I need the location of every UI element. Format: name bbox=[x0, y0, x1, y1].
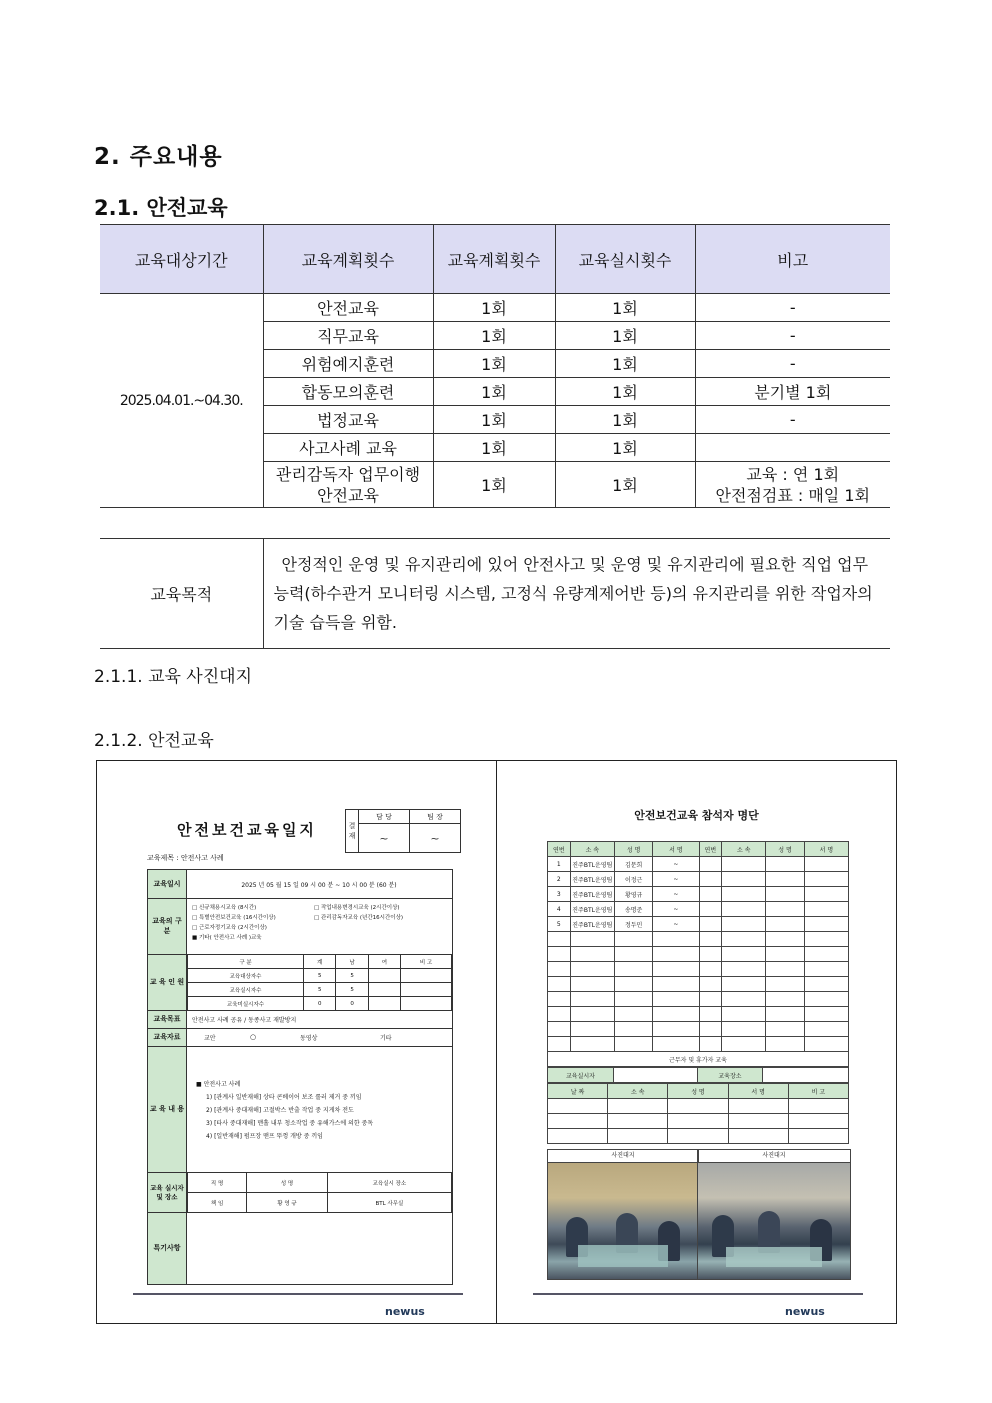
row-label: 교 육 내 용 bbox=[149, 1105, 185, 1113]
table-cell: 1회 bbox=[555, 434, 695, 462]
roster-section: 근무자 및 휴가자 교육 bbox=[548, 1052, 849, 1067]
roster-label: 교육장소 bbox=[697, 1068, 763, 1083]
roster-label: 교육실시자 bbox=[548, 1068, 614, 1083]
kind-list bbox=[192, 903, 276, 943]
content-line: 4) [일반재해] 펌프장 맨프 뚜껑 개방 중 끼임 bbox=[206, 1133, 323, 1140]
people-header: 계 bbox=[304, 955, 336, 969]
roster-header: 연번 bbox=[699, 842, 722, 857]
roster-header: 서 명 bbox=[804, 842, 848, 857]
roster-cell: 진주BTL운영팀 bbox=[570, 902, 614, 917]
table-cell bbox=[263, 462, 433, 508]
kind-item: □ 관리감독자교육 (년간16시간이상) bbox=[314, 915, 404, 921]
roster-cell: 진주BTL운영팀 bbox=[570, 857, 614, 872]
roster-cell: 2 bbox=[548, 872, 571, 887]
signature-icon: ~ bbox=[410, 824, 461, 853]
footer-rule bbox=[533, 1293, 863, 1295]
col-header: 교육계획횟수 bbox=[263, 225, 433, 294]
people-cell: 0 bbox=[336, 997, 368, 1011]
roster-header: 소 속 bbox=[608, 1084, 668, 1099]
col-header: 교육실시횟수 bbox=[555, 225, 695, 294]
roster-cell: 김문희 bbox=[614, 857, 652, 872]
people-cell: 5 bbox=[336, 983, 368, 997]
goal-value: 안전사고 사례 공유 / 동종사고 재발방지 bbox=[192, 1016, 297, 1024]
roster-header: 서 명 bbox=[728, 1084, 788, 1099]
row-label: 교육일시 bbox=[153, 880, 181, 888]
people-header: 여 bbox=[368, 955, 400, 969]
classroom-photo bbox=[547, 1162, 699, 1280]
instructor-header: 성 명 bbox=[247, 1173, 328, 1193]
kind-item: □ 특별안전보건교육 (16시간이상) bbox=[192, 915, 276, 921]
table-cell: 1회 bbox=[433, 322, 555, 350]
roster-table bbox=[547, 841, 849, 1067]
cell-line: 안전점검표 : 매일 1회 bbox=[715, 485, 870, 505]
photo-label: 사진대지 bbox=[697, 1149, 851, 1163]
signature-icon: ~ bbox=[653, 872, 699, 887]
table-cell: 1회 bbox=[433, 434, 555, 462]
roster-cell: 이정근 bbox=[614, 872, 652, 887]
content-line: 3) [타사 중대재해] 맨홀 내부 청소작업 중 유해가스에 의한 중독 bbox=[206, 1120, 374, 1127]
education-plan-table bbox=[100, 224, 890, 508]
attendee-roster-photo bbox=[497, 761, 896, 1323]
table-cell: 1회 bbox=[433, 462, 555, 508]
roster-cell: 진주BTL운영팀 bbox=[570, 872, 614, 887]
material-item: 동영상 bbox=[300, 1034, 318, 1042]
roster-cell: 1 bbox=[548, 857, 571, 872]
instructor-header: 직 명 bbox=[188, 1173, 247, 1193]
roster-title: 안전보건교육 참석자 명단 bbox=[634, 809, 759, 822]
roster-header: 날 짜 bbox=[548, 1084, 608, 1099]
col-header: 비고 bbox=[695, 225, 890, 294]
roster-cell: 송명준 bbox=[614, 902, 652, 917]
roster-cell: 5 bbox=[548, 917, 571, 932]
cell-line: 안전교육 bbox=[317, 485, 379, 505]
roster-cell: 4 bbox=[548, 902, 571, 917]
kind-item: □ 신규채용시교육 (8시간) bbox=[192, 905, 257, 911]
classroom-photo bbox=[697, 1162, 851, 1280]
company-logo: newus bbox=[385, 1305, 425, 1318]
company-logo: newus bbox=[785, 1305, 825, 1318]
education-log-photo bbox=[97, 761, 496, 1323]
table-cell: - bbox=[695, 294, 890, 322]
instructor-header: 교육실시 장소 bbox=[327, 1173, 451, 1193]
signature-icon: ~ bbox=[653, 917, 699, 932]
table-cell: 법정교육 bbox=[263, 406, 433, 434]
row-label: 교육자료 bbox=[153, 1033, 181, 1041]
purpose-label: 교육목적 bbox=[100, 539, 263, 649]
log-subject: 교육제목 : 안전사고 사례 bbox=[147, 854, 224, 862]
people-header: 비 고 bbox=[401, 955, 452, 969]
period-cell: 2025.04.01.~04.30. bbox=[100, 294, 263, 508]
material-item: ○ bbox=[250, 1033, 257, 1041]
table-cell: 안전교육 bbox=[263, 294, 433, 322]
table-cell: 1회 bbox=[433, 350, 555, 378]
roster-cell: 진주BTL운영팀 bbox=[570, 887, 614, 902]
table-cell: 1회 bbox=[555, 350, 695, 378]
row-label: 교육의 구 분 bbox=[152, 917, 182, 935]
people-header: 남 bbox=[336, 955, 368, 969]
photo-label: 사진대지 bbox=[547, 1149, 699, 1163]
table-cell: 1회 bbox=[555, 378, 695, 406]
content-line: 1) [관계사 일반재해] 상타 콘베이어 보조 롤러 제거 중 끼임 bbox=[206, 1094, 362, 1101]
signature-icon: ~ bbox=[359, 824, 410, 853]
subsection-heading: 2.1. 안전교육 bbox=[94, 196, 228, 220]
cell-line: 교육 : 연 1회 bbox=[746, 464, 840, 484]
content-line: 2) [관계사 중대재해] 고절박스 반출 작업 중 지게차 전도 bbox=[206, 1107, 354, 1114]
roster-sub-table bbox=[547, 1083, 849, 1144]
instructor-table bbox=[187, 1172, 452, 1213]
roster-cell: 3 bbox=[548, 887, 571, 902]
people-cell: 5 bbox=[336, 969, 368, 983]
material-item: 교안 bbox=[204, 1034, 216, 1042]
table-cell bbox=[695, 462, 890, 508]
table-cell: - bbox=[695, 406, 890, 434]
purpose-text: 안정적인 운영 및 유지관리에 있어 안전사고 및 운영 및 유지관리에 필요한 직업 업무 능력(하수관거 모니터링 시스템, 고정식 유량계제어반 등)의 유지관리를 위한 작업자의 기술 습득을 위함. bbox=[263, 539, 890, 649]
table-cell: 사고사례 교육 bbox=[263, 434, 433, 462]
people-cell: 5 bbox=[304, 983, 336, 997]
people-cell: 교육미실시자수 bbox=[188, 997, 304, 1011]
kind-item: ■ 기타( 안전사고 사례 )교육 bbox=[192, 935, 262, 941]
people-cell: 교육실시자수 bbox=[188, 983, 304, 997]
instructor-cell: 황 영 규 bbox=[247, 1193, 328, 1213]
table-cell: 분기별 1회 bbox=[695, 378, 890, 406]
table-cell: - bbox=[695, 350, 890, 378]
kind-list bbox=[314, 903, 403, 923]
footer-rule bbox=[133, 1293, 463, 1295]
signature-icon: ~ bbox=[653, 902, 699, 917]
approval-label: 담 당 bbox=[359, 810, 410, 824]
roster-cell: 정두민 bbox=[614, 917, 652, 932]
people-table bbox=[187, 954, 452, 1011]
signature-icon: ~ bbox=[653, 857, 699, 872]
row-label: 특기사항 bbox=[153, 1244, 181, 1252]
table-cell bbox=[695, 434, 890, 462]
content-line: ■ 안전사고 사례 bbox=[196, 1081, 241, 1088]
approval-label: 결재 bbox=[346, 810, 359, 853]
table-icon bbox=[726, 1247, 822, 1267]
people-cell: 0 bbox=[304, 997, 336, 1011]
roster-cell: 진주BTL운영팀 bbox=[570, 917, 614, 932]
roster-header: 서 명 bbox=[653, 842, 699, 857]
table-cell: 직무교육 bbox=[263, 322, 433, 350]
kind-item: □ 작업내용변경시교육 (2시간이상) bbox=[314, 905, 400, 911]
people-cell: 5 bbox=[304, 969, 336, 983]
approval-label: 팀 장 bbox=[410, 810, 461, 824]
log-title: 안전보건교육일지 bbox=[177, 821, 317, 839]
row-label: 교육목표 bbox=[153, 1015, 181, 1023]
roster-header: 비 고 bbox=[788, 1084, 848, 1099]
table-cell: 1회 bbox=[433, 294, 555, 322]
table-cell: 1회 bbox=[433, 406, 555, 434]
people-header: 구 분 bbox=[188, 955, 304, 969]
col-header: 교육대상기간 bbox=[100, 225, 263, 294]
cell-line: 관리감독자 업무이행 bbox=[275, 464, 421, 484]
roster-cell: 황영규 bbox=[614, 887, 652, 902]
table-icon bbox=[578, 1245, 668, 1267]
date-value: 2025 년 05 월 15 일 09 시 00 분 ~ 10 시 00 분 (60 분) bbox=[241, 881, 397, 889]
table-cell: 1회 bbox=[433, 378, 555, 406]
roster-lower-table bbox=[547, 1067, 849, 1083]
section-heading: 2. 주요내용 bbox=[94, 144, 223, 170]
table-cell: 합동모의훈련 bbox=[263, 378, 433, 406]
table-cell: 1회 bbox=[555, 462, 695, 508]
kind-item: □ 근로자정기교육 (2시간이상) bbox=[192, 925, 267, 931]
table-cell: 1회 bbox=[555, 294, 695, 322]
table-cell: 위험예지훈련 bbox=[263, 350, 433, 378]
material-item: 기타 bbox=[380, 1034, 392, 1042]
education-purpose-table bbox=[100, 538, 890, 649]
row-label: 교육 실시자 및 장소 bbox=[150, 1184, 184, 1201]
roster-header: 소 속 bbox=[722, 842, 766, 857]
roster-header: 성 명 bbox=[614, 842, 652, 857]
row-label: 교 육 인 원 bbox=[149, 978, 185, 986]
photo-subheading: 2.1.2. 안전교육 bbox=[94, 731, 214, 751]
approval-box bbox=[345, 809, 461, 853]
log-form bbox=[147, 869, 453, 1285]
roster-header: 성 명 bbox=[766, 842, 804, 857]
roster-header: 연번 bbox=[548, 842, 571, 857]
signature-icon: ~ bbox=[653, 887, 699, 902]
roster-header: 소 속 bbox=[570, 842, 614, 857]
instructor-cell: 책 임 bbox=[188, 1193, 247, 1213]
table-cell: 1회 bbox=[555, 406, 695, 434]
people-cell: 교육대상자수 bbox=[188, 969, 304, 983]
table-cell: - bbox=[695, 322, 890, 350]
photo-heading: 2.1.1. 교육 사진대지 bbox=[94, 667, 252, 687]
col-header: 교육계획횟수 bbox=[433, 225, 555, 294]
instructor-cell: BTL 사무실 bbox=[327, 1193, 451, 1213]
content-list bbox=[196, 1078, 373, 1143]
table-cell: 1회 bbox=[555, 322, 695, 350]
roster-header: 성 명 bbox=[668, 1084, 728, 1099]
photo-board bbox=[96, 760, 897, 1324]
